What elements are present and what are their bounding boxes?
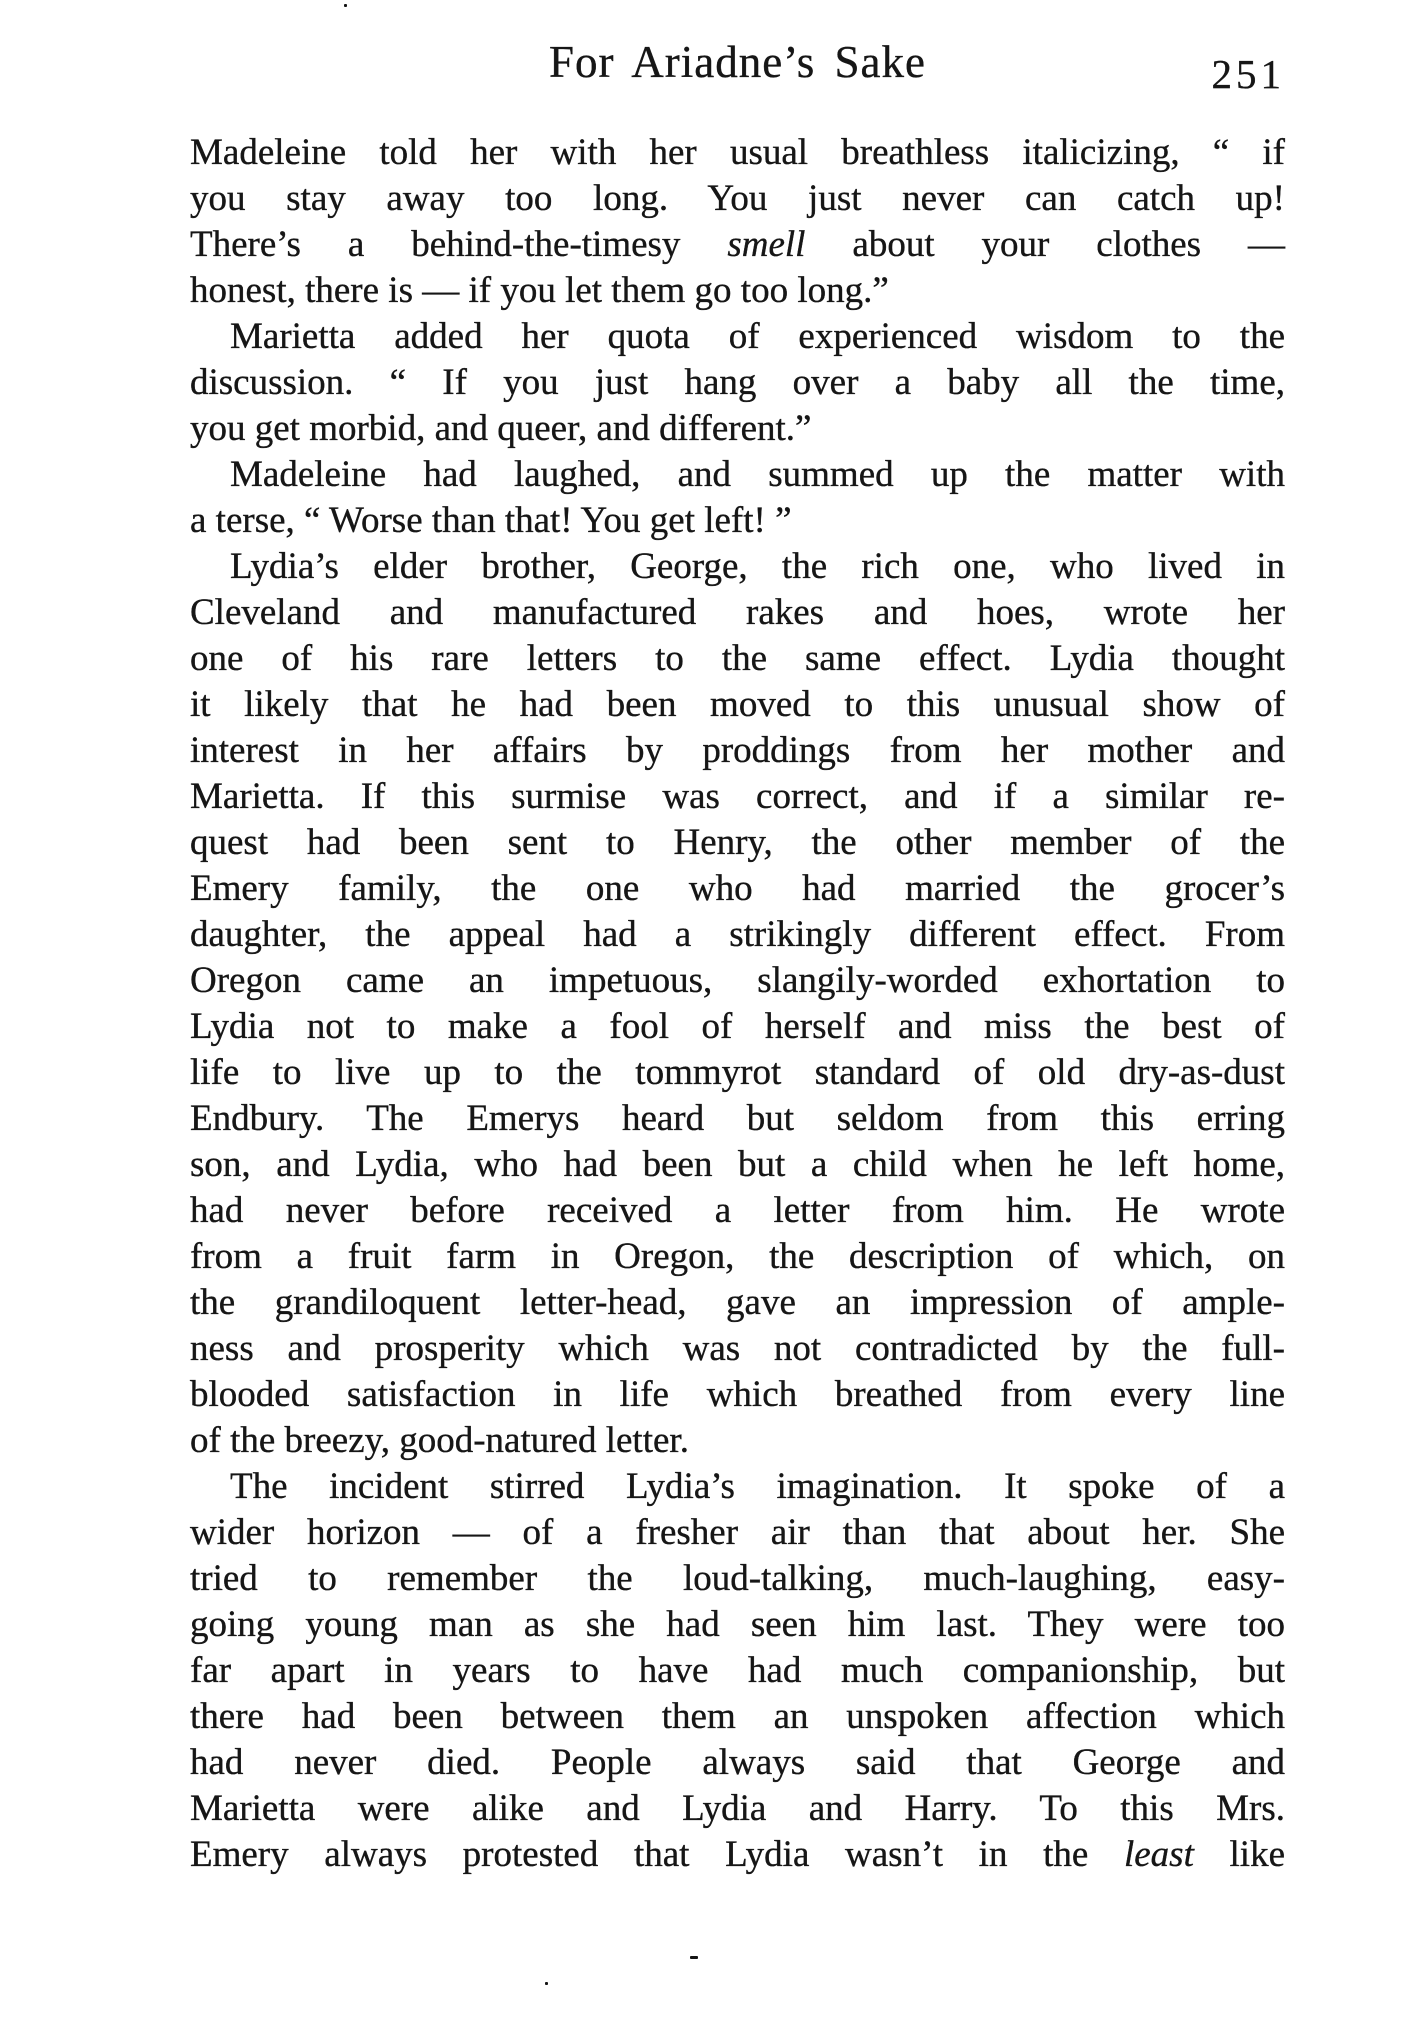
text-line	[190, 958, 1285, 1004]
text-segment: Lydia’s elder brother, George, the rich one, who lived in	[230, 546, 1285, 587]
text-line	[190, 268, 1285, 314]
text-segment: going young man as she had seen him last. They were too	[190, 1604, 1285, 1645]
text-segment: Oregon came an impetuous, slangily-worded exhortation to	[190, 960, 1285, 1001]
text-segment: tried to remember the loud-talking, much-laughing, easy-	[190, 1558, 1285, 1599]
text-segment: Madeleine told her with her usual breathless italicizing, “ if	[190, 132, 1285, 173]
body-text	[190, 130, 1285, 1878]
text-line	[190, 452, 1285, 498]
text-line	[190, 314, 1285, 360]
text-segment: a terse, “ Worse than that! You get left! ”	[190, 500, 792, 541]
text-segment: had never died. People always said that George and	[190, 1742, 1285, 1783]
text-segment: son, and Lydia, who had been but a child when he left home,	[190, 1144, 1285, 1185]
text-line	[190, 544, 1285, 590]
text-segment: wider horizon — of a fresher air than that about her. She	[190, 1512, 1285, 1553]
text-segment: discussion. “ If you just hang over a baby all the time,	[190, 362, 1285, 403]
running-head	[190, 36, 1285, 106]
scan-artifact	[344, 4, 347, 7]
scan-artifact	[545, 1982, 548, 1985]
text-line	[190, 1832, 1285, 1878]
italic-word: least	[1123, 1834, 1194, 1875]
text-segment: Marietta. If this surmise was correct, and if a similar re-	[190, 776, 1285, 817]
text-segment: the grandiloquent letter-head, gave an impression of ample-	[190, 1282, 1285, 1323]
text-segment: there had been between them an unspoken affection which	[190, 1696, 1285, 1737]
text-line	[190, 406, 1285, 452]
text-segment: Cleveland and manufactured rakes and hoes, wrote her	[190, 592, 1285, 633]
text-line	[190, 1326, 1285, 1372]
text-line	[190, 1280, 1285, 1326]
text-segment: it likely that he had been moved to this unusual show of	[190, 684, 1285, 725]
text-line	[190, 774, 1285, 820]
text-line	[190, 176, 1285, 222]
text-line	[190, 1188, 1285, 1234]
text-segment: one of his rare letters to the same effect. Lydia thought	[190, 638, 1285, 679]
text-line	[190, 728, 1285, 774]
text-line	[190, 866, 1285, 912]
text-segment: life to live up to the tommyrot standard of old dry-as-dust	[190, 1052, 1285, 1093]
text-line	[190, 1740, 1285, 1786]
page-number: 251	[1211, 51, 1285, 97]
text-line	[190, 130, 1285, 176]
text-segment: Madeleine had laughed, and summed up the matter with	[230, 454, 1285, 495]
text-line	[190, 820, 1285, 866]
text-segment: you stay away too long. You just never can catch up!	[190, 178, 1285, 219]
text-segment: about your clothes —	[805, 224, 1286, 265]
text-segment: Marietta added her quota of experienced wisdom to the	[230, 316, 1285, 357]
text-line	[190, 636, 1285, 682]
text-line	[190, 1004, 1285, 1050]
text-segment: Endbury. The Emerys heard but seldom from this erring	[190, 1098, 1285, 1139]
text-line	[190, 1096, 1285, 1142]
text-line	[190, 1648, 1285, 1694]
text-line	[190, 1694, 1285, 1740]
text-segment: There’s a behind-the-timesy	[190, 224, 728, 265]
text-line	[190, 1418, 1285, 1464]
text-segment: far apart in years to have had much companionship, but	[190, 1650, 1285, 1691]
text-segment: like	[1193, 1834, 1285, 1875]
text-line	[190, 1234, 1285, 1280]
scan-artifact	[690, 1956, 698, 1959]
italic-word: smell	[727, 224, 806, 265]
text-segment: daughter, the appeal had a strikingly different effect. From	[190, 914, 1285, 955]
text-segment: had never before received a letter from him. He wrote	[190, 1190, 1285, 1231]
text-line	[190, 1372, 1285, 1418]
text-segment: blooded satisfaction in life which breathed from every line	[190, 1374, 1285, 1415]
text-line	[190, 590, 1285, 636]
text-segment: Marietta were alike and Lydia and Harry. To this Mrs.	[190, 1788, 1285, 1829]
text-line	[190, 1464, 1285, 1510]
text-segment: you get morbid, and queer, and different.”	[190, 408, 812, 449]
text-segment: of the breezy, good-natured letter.	[190, 1420, 689, 1461]
text-line	[190, 360, 1285, 406]
text-line	[190, 1602, 1285, 1648]
text-line	[190, 912, 1285, 958]
text-line	[190, 222, 1285, 268]
text-segment: Emery always protested that Lydia wasn’t in the	[190, 1834, 1124, 1875]
text-line	[190, 682, 1285, 728]
text-segment: quest had been sent to Henry, the other member of the	[190, 822, 1285, 863]
text-segment: honest, there is — if you let them go too long.”	[190, 270, 889, 311]
text-line	[190, 1510, 1285, 1556]
text-line	[190, 1786, 1285, 1832]
text-line	[190, 1050, 1285, 1096]
text-segment: The incident stirred Lydia’s imagination. It spoke of a	[230, 1466, 1285, 1507]
text-line	[190, 1142, 1285, 1188]
text-segment: from a fruit farm in Oregon, the description of which, on	[190, 1236, 1285, 1277]
running-head-title: For Ariadne’s Sake	[549, 37, 926, 87]
text-segment: Lydia not to make a fool of herself and miss the best of	[190, 1006, 1285, 1047]
text-line	[190, 1556, 1285, 1602]
text-segment: interest in her affairs by proddings from her mother and	[190, 730, 1285, 771]
text-segment: ness and prosperity which was not contradicted by the full-	[190, 1328, 1285, 1369]
text-segment: Emery family, the one who had married the grocer’s	[190, 868, 1285, 909]
text-line	[190, 498, 1285, 544]
